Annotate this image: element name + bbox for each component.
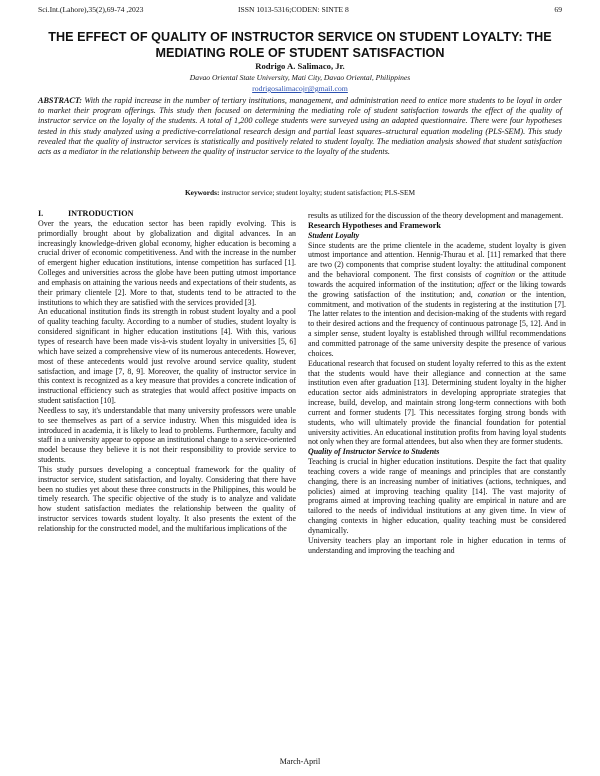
author-name: Rodrigo A. Salimaco, Jr. [255,61,345,71]
author-affiliation: Davao Oriental State University, Mati City, Davao Oriental, Philippines [189,73,411,82]
journal-citation: Sci.Int.(Lahore),35(2),69-74 ,2023 [38,5,144,14]
section-number: I. [38,209,44,218]
abstract-label: ABSTRACT: [38,96,82,105]
term-conation: conation [477,289,506,299]
term-affect: affect [477,279,495,289]
framework-heading: Research Hypotheses and Framework [308,220,441,230]
term-cognition: cognition [485,270,516,280]
intro-paragraph-2: An educational institution finds its strength in robust student loyalty and a pool of quality teaching faculty. According to a number of studies, student loyalty is considered significant in higher education institutions [4]. With this, various types of research have been made vis-à-vis student loyalty in universities [5, 6] which have seized a comprehensive view of its numerous antecedents. However, most of these antecedents would just revolve around service quality, student satisfaction, and image [7, 8, 9]. Moreover, the quality of instructor service in this context is recognized as a key measure that provides a concrete indication of instructional efficiency such as strategies that would affect positive impacts on student satisfaction [10]. [38,307,296,406]
left-column [38,209,296,534]
author-email-link[interactable]: rodrigosalimacojr@gmail.com [252,84,348,93]
instructor-service-subheading: Quality of Instructor Service to Students [308,447,440,457]
issue-footer: March-April [279,757,321,766]
continued-paragraph: results as utilized for the discussion of the theory development and management. [308,211,564,220]
instructor-paragraph-1: Teaching is crucial in higher education institutions. Despite the fact that quality teaching covers a wide range of meanings and principles that are constantly changing, there is an increasing number of initiatives (actions, techniques, and policies) aimed at improving teaching quality [14]. The vast majority of programs aimed at improving teaching quality are empirical in nature and are tailored to the needs of individual institutions at any given time. In view of changing contexts in higher education, quality teaching must be considered dynamically. [308,457,566,535]
abstract [38,96,562,157]
keywords-label: Keywords: [184,188,220,197]
right-column [308,211,566,556]
issn-coden: ISSN 1013-5316;CODEN: SINTE 8 [238,5,349,14]
keywords [0,188,600,197]
running-header [38,5,562,17]
page-number: 69 [554,5,562,14]
intro-paragraph-1: Over the years, the education sector has been rapidly evolving. This is primordially brought about by globalization and digital advances. In an increasingly knowledge-driven global economy, higher education is becoming a crucial driver of economic competitiveness. And with the increase in the number of emergent higher education institutions, intense competition has surfaced [1]. Colleges and universities across the globe have been putting utmost importance and emphasis on attaining the various needs and expectations of their students, as their primary clientele [2]. More to that, students tend to be attracted to the institutions to which they are satisfied with the services provided [3]. [38,218,296,307]
loyalty-paragraph-1: Since students are the prime clientele in the academe, student loyalty is given utmost importance and attention. Hennig-Thurau et al. [11] remarked that there are two (2) components that comprise student loyalty: the attitudinal component and the behavioral component. The first consists of cognition or the attitude towards the acquired information of the institution; affect or the liking towards the growing satisfaction of the institution; and, conation or the intention, commitment, and motivation of the students in registering at the institution [7]. The latter relates to the intention and decision-making of the students with regard to their desired actions and the frequency of continuous patronage [5, 12]. And in a simpler sense, student loyalty is established through willful recommendations and committed patronage of the same university despite the presence of various choices. [308,240,566,358]
keywords-text: instructor service; student loyalty; student satisfaction; PLS-SEM [219,188,416,197]
loyalty-paragraph-2: Educational research that focused on student loyalty referred to this as the extent that the students would have their allegiance and connection at the same institution even after graduation [13]. Determining student loyalty in the higher education sector aids administrators in developing appropriate strategies that increase, build, develop, and maintain strong long-term connections with both current and former students [7]. This necessitates forging strong bonds with students, who will ultimately provide the financial foundation for potential university activities. An educational institution profits from having loyal students not only when they are formal attendees, but also when they are former students. [308,358,566,447]
instructor-paragraph-2: University teachers play an important role in higher education in terms of understanding and improving the teaching and [308,535,566,555]
paper-title: THE EFFECT OF QUALITY OF INSTRUCTOR SERVICE ON STUDENT LOYALTY: THE MEDIATING ROLE OF STUDENT SATISFACTION [48,30,552,60]
intro-paragraph-3: Needless to say, it's understandable that many university professors were unable to see themselves as part of a service industry. When this misguided idea is introduced in academia, it is likely to lead to problems. Furthermore, faculty and staff in a university appear to oppose an institutional change to a service-oriented model because they believe it is not their responsibility to provide service to students. [38,405,296,465]
abstract-text: With the rapid increase in the number of tertiary institutions, management, and administration need to entice more students to be loyal in order to market their program offerings. This study then focused on determining the mediating role of student satisfaction towards the effect of the quality of instructor service on the loyalty of the students. A total of 1,200 college students were surveyed using an adapted questionnaire. There were four hypotheses tested in this study analyzed using a predictive-correlational research design and partial least squares–structural equation modeling (PLS-SEM). This study revealed that the quality of instructor services is statistically and positively related to student loyalty. The mediation analysis showed that student satisfaction acts as a mediator in the relationship between the quality of instructor service to the loyalty of the students. [38,96,562,157]
intro-paragraph-4: This study pursues developing a conceptual framework for the quality of instructor service, student satisfaction, and loyalty. Considering that there have been no studies yet about these three constructs in the Philippines, this would be timely research. The specific objective of the study is to analyze and validate how student satisfaction mediates the relationship between the quality of instructor services towards student loyalty. It also presents the extent of the relationship for the constructed model, and the multifarious implications of the [38,464,296,533]
section-heading [38,209,296,219]
section-title: INTRODUCTION [68,209,134,218]
student-loyalty-subheading: Student Loyalty [308,230,360,240]
